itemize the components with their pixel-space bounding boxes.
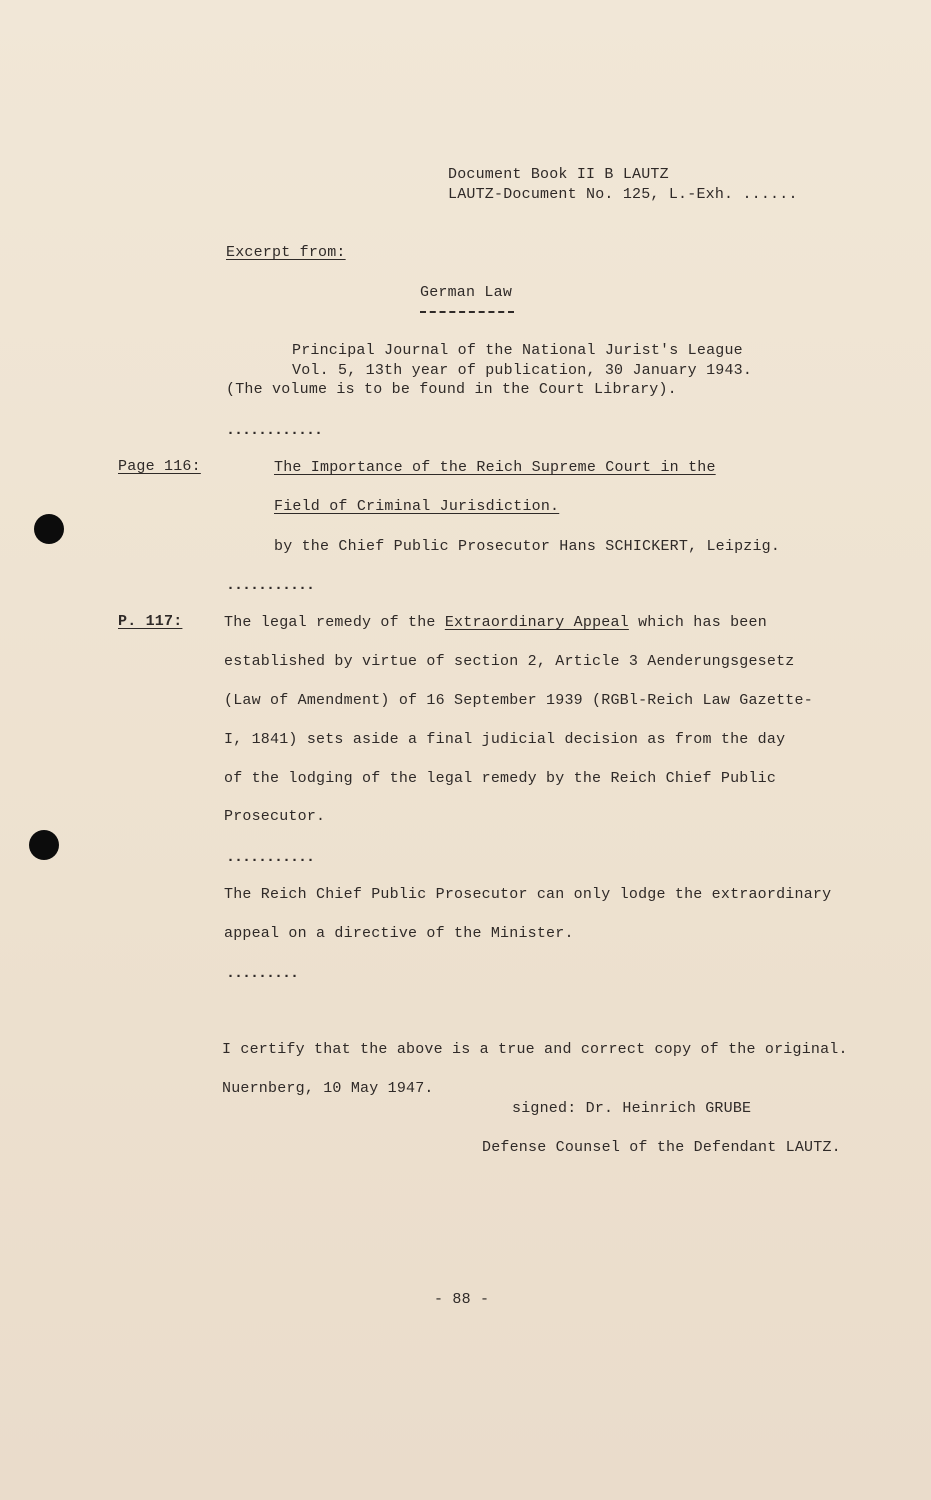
ellipsis-separator-4: ......... [226, 965, 299, 982]
remedy-line-1 [224, 614, 767, 632]
page-number: - 88 - [434, 1291, 490, 1308]
ellipsis-separator-3: ........... [226, 849, 315, 866]
location-line: (The volume is to be found in the Court Library). [226, 381, 677, 398]
volume-line: Vol. 5, 13th year of publication, 30 January 1943. [292, 362, 753, 379]
minister-line-1: The Reich Chief Public Prosecutor can only lodge the extraordinary [224, 886, 832, 903]
punch-hole-bottom [29, 830, 59, 860]
minister-line-2: appeal on a directive of the Minister. [224, 925, 574, 942]
counsel-role: Defense Counsel of the Defendant LAUTZ. [482, 1139, 841, 1156]
page-116-label: Page 116: [118, 458, 201, 475]
ellipsis-separator-2: ........... [226, 577, 315, 594]
ellipsis-separator-1: ............ [226, 422, 323, 439]
remedy-line-6: Prosecutor. [224, 808, 326, 825]
remedy-line-1-a: The legal remedy of the [224, 614, 445, 631]
signature-line: signed: Dr. Heinrich GRUBE [512, 1100, 752, 1117]
certification-line: I certify that the above is a true and correct copy of the original. [222, 1041, 848, 1058]
header-line-2: LAUTZ-Document No. 125, L.-Exh. ...... [448, 186, 798, 203]
remedy-line-4: I, 1841) sets aside a final judicial decision as from the day [224, 731, 786, 748]
article-title-line-1: The Importance of the Reich Supreme Court in the [274, 459, 716, 476]
place-date: Nuernberg, 10 May 1947. [222, 1080, 434, 1097]
article-title-line-2: Field of Criminal Jurisdiction. [274, 498, 560, 515]
punch-hole-top [34, 514, 64, 544]
source-title: German Law [420, 284, 513, 301]
page-117-label: P. 117: [118, 613, 183, 630]
journal-line: Principal Journal of the National Jurist's League [292, 342, 743, 359]
extraordinary-appeal-term: Extraordinary Appeal [444, 614, 629, 631]
article-author: by the Chief Public Prosecutor Hans SCHICKERT, Leipzig. [274, 538, 781, 555]
remedy-line-3: (Law of Amendment) of 16 September 1939 (RGBl-Reich Law Gazette- [224, 692, 813, 709]
remedy-line-2: established by virtue of section 2, Article 3 Aenderungsgesetz [224, 653, 795, 670]
header-line-1: Document Book II B LAUTZ [448, 166, 669, 183]
remedy-line-1-b: which has been [628, 614, 767, 631]
excerpt-label: Excerpt from: [226, 244, 346, 261]
title-underline-divider [420, 311, 514, 313]
remedy-line-5: of the lodging of the legal remedy by the Reich Chief Public [224, 770, 777, 787]
